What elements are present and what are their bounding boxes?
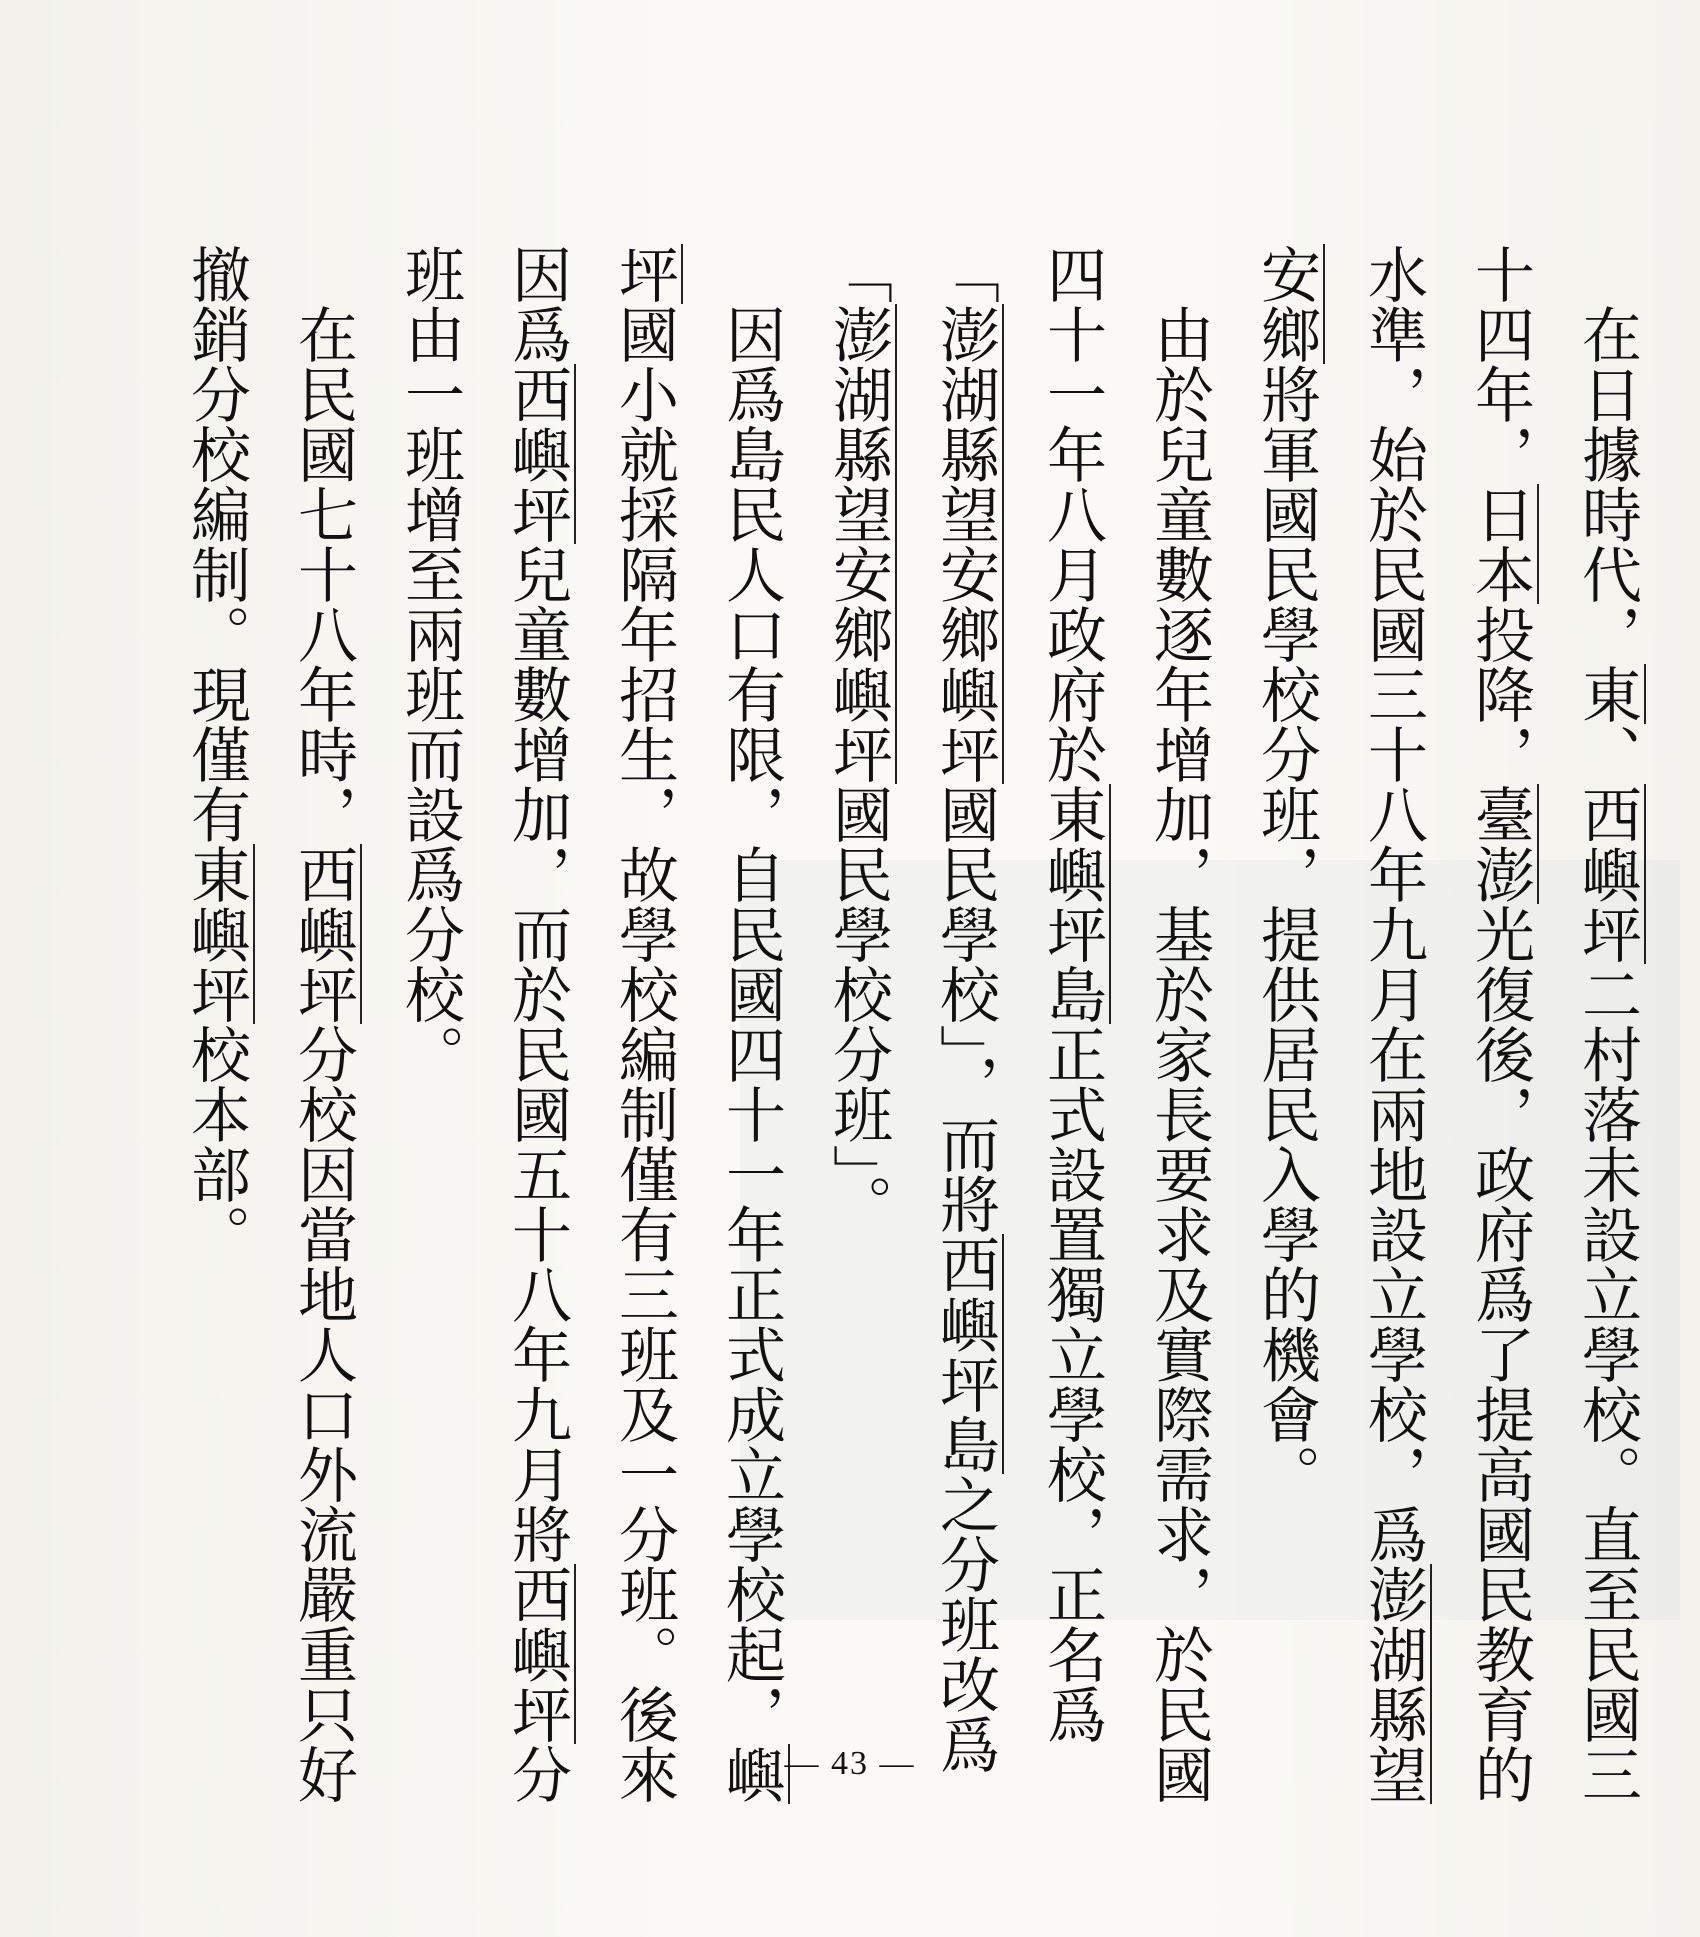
proper-noun-text: 嶼坪 xyxy=(609,244,790,1804)
text-run: 國民學校」，而將 xyxy=(930,784,1000,1234)
text-run: 因爲島民人口有限，自民國四十一年正式成立學校起， xyxy=(716,304,786,1744)
vertical-text-body xyxy=(162,244,1660,1804)
proper-noun-text: 臺澎 xyxy=(1465,784,1539,904)
proper-noun-text: 日本 xyxy=(1465,484,1539,604)
proper-noun-text: 東嶼坪島 xyxy=(1037,784,1111,1024)
proper-noun-text: 澎湖縣望安鄉 xyxy=(1251,244,1432,1804)
proper-noun-text: 西嶼坪 xyxy=(502,364,576,544)
text-run: 之分班改爲「 xyxy=(823,244,1000,1774)
text-run: 國民學校分班」。 xyxy=(823,784,893,1234)
text-run: 校本部。 xyxy=(181,1024,251,1264)
text-run: 將軍國民學校分班，提供居民入學的機會。 xyxy=(1251,364,1321,1504)
proper-noun-text: 西嶼坪 xyxy=(1572,784,1646,964)
text-run: 分校因當地人口外流嚴重只好撤銷分校編制。現僅有 xyxy=(181,244,358,1804)
paragraph xyxy=(804,244,1232,1804)
proper-noun-text: 東嶼坪 xyxy=(181,844,255,1024)
proper-noun-text: 東 xyxy=(1572,664,1646,724)
text-run: 由於兒童數逐年增加，基於家長要求及實際需求，於民國四十一年八月政府於 xyxy=(1037,244,1214,1804)
text-run: 國小就採隔年招生，故學校編制僅有三班及一分班。後來因爲 xyxy=(502,244,679,1804)
proper-noun-text: 西嶼坪 xyxy=(502,1564,576,1744)
text-run: 在民國七十八年時， xyxy=(288,304,358,844)
text-run: 投降， xyxy=(1465,604,1535,784)
paragraph xyxy=(376,244,804,1804)
proper-noun-text: 西嶼坪島 xyxy=(930,1234,1004,1474)
text-run: 光復後，政府爲了提高國民教育的水準，始於民國三十八年九月在兩地設立學校，爲 xyxy=(1358,244,1535,1804)
text-run: 二村落未設立學校。直至民國三十四年， xyxy=(1465,244,1642,1804)
paragraph xyxy=(162,244,376,1804)
text-run: 分班由一班增至兩班而設爲分校。 xyxy=(395,244,572,1804)
page-number xyxy=(0,1745,1700,1783)
paragraph xyxy=(1232,244,1660,1804)
proper-noun-text: 澎湖縣望安鄉嶼坪 xyxy=(930,304,1004,784)
text-run: 兒童數增加，而於民國五十八年九月將 xyxy=(502,544,572,1564)
text-run: 、 xyxy=(1572,724,1642,784)
page-number-text: — 43 — xyxy=(784,1745,916,1782)
proper-noun-text: 西嶼坪 xyxy=(288,844,362,1024)
text-run: 在日據時代， xyxy=(1572,304,1642,664)
text-run: 正式設置獨立學校，正名爲「 xyxy=(930,244,1107,1744)
proper-noun-text: 澎湖縣望安鄉嶼坪 xyxy=(823,304,897,784)
